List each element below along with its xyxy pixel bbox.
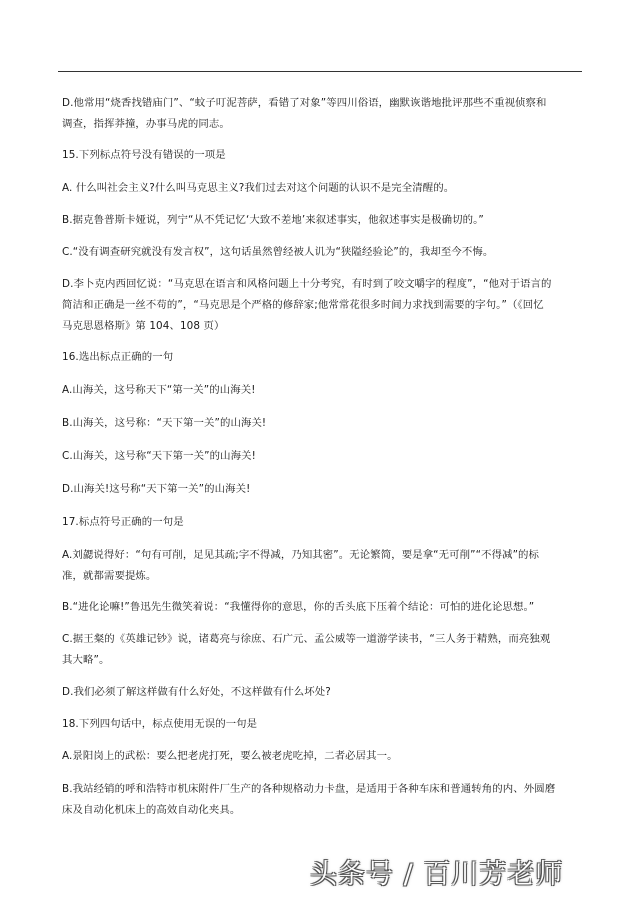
q17-option-c-line-2: 其大略”。 xyxy=(62,654,110,666)
q15-option-d-line-3: 马克思恩格斯》第 104、108 页） xyxy=(62,320,225,332)
q18-option-b-line-2: 床及自动化机床上的高效自动化夹具。 xyxy=(62,804,241,816)
option-d-line-2: 调查，指挥莽撞，办事马虎的同志。 xyxy=(62,118,230,130)
question-15: 15.下列标点符号没有错误的一项是 xyxy=(62,149,226,161)
q15-option-c: C.“没有调查研究就没有发言权”，这句话虽然曾经被人讥为“狭隘经验论”的，我却至今不悔。 xyxy=(62,246,494,258)
q17-option-b: B.“进化论嘛!”鲁迅先生微笑着说：“我懂得你的意思，你的舌头底下压着个结论：可怕的进化论思想。” xyxy=(62,601,535,613)
q15-option-a: A. 什么叫社会主义?什么叫马克思主义?我们过去对这个问题的认识不是完全清醒的。 xyxy=(62,182,455,194)
question-17: 17.标点符号正确的一句是 xyxy=(62,516,184,528)
q17-option-a-line-1: A.刘勰说得好：“句有可削，足见其疏;字不得减，乃知其密”。无论繁简，要是拿“无可削”“不得减”的标 xyxy=(62,549,540,561)
q15-option-d-line-2: 简洁和正确是一丝不苟的”，“马克思是个严格的修辞家;他常常花很多时间力求找到需要的字句。”（《回忆 xyxy=(62,299,544,311)
q16-option-c: C.山海关，这号称“天下第一关”的山海关! xyxy=(62,450,256,462)
question-16: 16.选出标点正确的一句 xyxy=(62,351,174,363)
header-rule xyxy=(58,71,582,72)
q18-option-b-line-1: B.我站经销的呼和浩特市机床附件厂生产的各种规格动力卡盘，是适用于各种车床和普通转角的内、外圆磨 xyxy=(62,783,556,795)
q15-option-b: B.据克鲁普斯卡娅说，列宁“从不凭记忆‘大致不差地’来叙述事实，他叙述事实是极确切的。” xyxy=(62,214,484,226)
q17-option-c-line-1: C.据王粲的《英雄记钞》说，诸葛亮与徐庶、石广元、孟公威等一道游学读书，“三人务于精熟，而亮独观 xyxy=(62,633,551,645)
q16-option-a: A.山海关，这号称天下“第一关”的山海关! xyxy=(62,384,256,396)
q16-option-b: B.山海关，这号称：“天下第一关”的山海关! xyxy=(62,417,267,429)
q18-option-a: A.景阳岗上的武松：要么把老虎打死，要么被老虎吃掉，二者必居其一。 xyxy=(62,750,398,762)
question-18: 18.下列四句话中，标点使用无误的一句是 xyxy=(62,718,258,730)
q17-option-d: D.我们必须了解这样做有什么好处，不这样做有什么坏处? xyxy=(62,686,331,698)
q15-option-d-line-1: D.李卜克内西回忆说：“马克思在语言和风格问题上十分考究，有时到了咬文嚼字的程度”，“他对于语言的 xyxy=(62,278,552,290)
q17-option-a-line-2: 准，就都需要提炼。 xyxy=(62,570,157,582)
option-d-line-1: D.他常用“烧香找错庙门”、“蚊子叮泥菩萨，看错了对象”等四川俗语，幽默诙谐地批评那些不重视侦察和 xyxy=(62,97,547,109)
q16-option-d: D.山海关!这号称“天下第一关”的山海关! xyxy=(62,483,251,495)
watermark-text: 头条号 / 百川芳老师 xyxy=(310,859,564,890)
